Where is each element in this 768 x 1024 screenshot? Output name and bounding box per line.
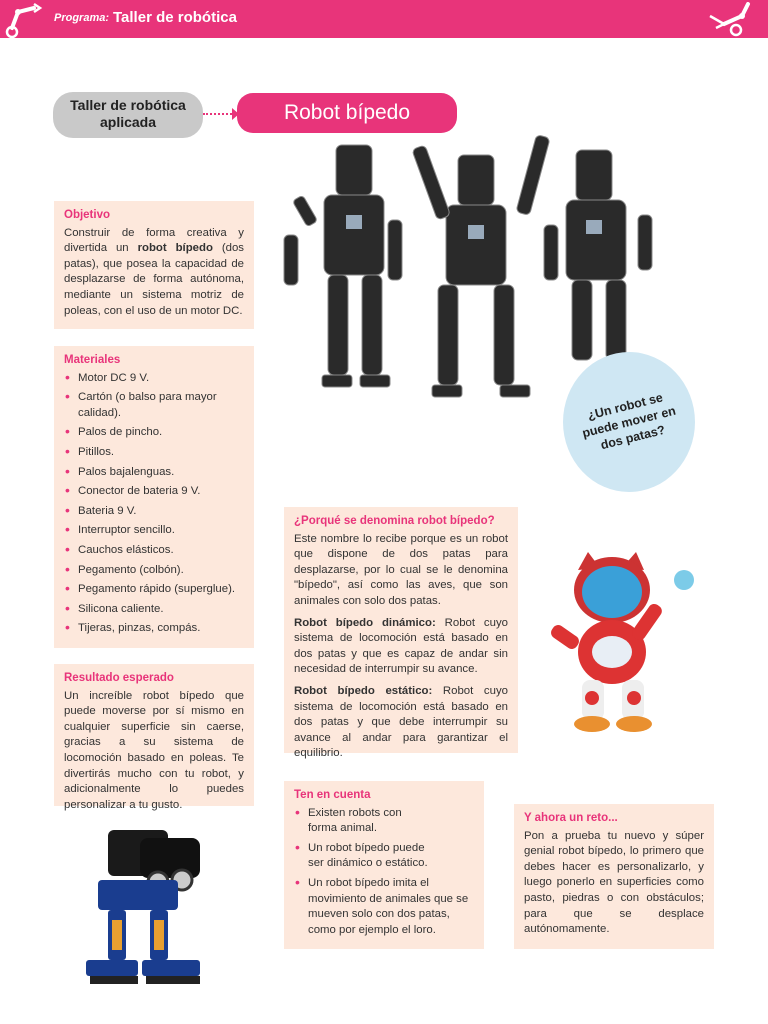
- list-item: • Un robot bípedo puede ser dinámico o estático.: [294, 841, 474, 872]
- question-bubble: ¿Un robot se puede mover en dos patas?: [563, 352, 695, 492]
- reto-text: Pon a prueba tu nuevo y súper genial robot bípedo, lo primero que debes hacer es personalizarlo, y luego ponerlo en superficies como pasto, piedras o con obstáculos; para que se desplace autónomamente.: [524, 829, 704, 936]
- list-item: • Tijeras, pinzas, compás.: [64, 621, 244, 637]
- list-item: • Pegamento rápido (superglue).: [64, 582, 244, 598]
- resultado-text: Un increíble robot bípedo que puede moverse por sí mismo en cualquier superficie sin caerse, gracias a su sistema de locomoción basado en poleas. Te divertirás mucho con tu robot, y adicionalmente lo puedes personalizar a tu gusto.: [64, 689, 244, 811]
- list-item: • Silicona caliente.: [64, 602, 244, 618]
- pill-connector: [203, 113, 235, 115]
- page-title: Robot bípedo: [237, 93, 457, 133]
- section-pill: Taller de robótica aplicada: [53, 92, 203, 138]
- list-item: • Palos de pincho.: [64, 425, 244, 441]
- program-title: Taller de robótica: [113, 9, 237, 26]
- list-item: • Conector de bateria 9 V.: [64, 484, 244, 500]
- porque-intro: Este nombre lo recibe porque es un robot que dispone de dos patas para desplazarse, por lo cual se le denomina "bípedo", así como las aves, que son animales con solo dos patas.: [294, 532, 508, 607]
- reto-heading: Y ahora un reto...: [524, 812, 618, 824]
- list-item: • Pitillos.: [64, 445, 244, 461]
- list-item: • Interruptor sencillo.: [64, 523, 244, 539]
- cat-robot-image: [540, 552, 710, 737]
- materiales-heading: Materiales: [64, 354, 121, 366]
- ten-en-cuenta-heading: Ten en cuenta: [294, 789, 371, 801]
- ten-en-cuenta-box: [284, 781, 484, 949]
- resultado-box: [54, 664, 254, 811]
- porque-heading: ¿Porqué se denomina robot bípedo?: [294, 515, 495, 527]
- objetivo-heading: Objetivo: [64, 209, 111, 221]
- ten-en-cuenta-list: [294, 806, 474, 939]
- kit-robot-image: [78, 820, 218, 1010]
- materiales-list: [64, 371, 244, 637]
- list-item: • Un robot bípedo imita el movimiento de animales que se mueven solo con dos patas, como por ejemplo el loro.: [294, 876, 474, 938]
- materiales-box: [54, 346, 254, 648]
- porque-box: [284, 507, 518, 760]
- porque-estatico: Robot bípedo estático: Robot cuyo sistema de locomoción está basado en dos patas y que debe interrumpir su avance al andar para garantizar el equilibrio.: [294, 684, 508, 760]
- program-label: Programa:: [54, 12, 110, 24]
- resultado-heading: Resultado esperado: [64, 672, 174, 684]
- list-item: • Pegamento (colbón).: [64, 563, 244, 579]
- header-bar: [0, 0, 768, 38]
- list-item: • Existen robots con forma animal.: [294, 806, 474, 837]
- reto-box: [514, 804, 714, 949]
- list-item: • Cauchos elásticos.: [64, 543, 244, 559]
- list-item: • Cartón (o balso para mayor calidad).: [64, 390, 244, 421]
- robot-arm-icon: [4, 2, 46, 38]
- robot-arm-icon: [698, 2, 758, 38]
- list-item: • Bateria 9 V.: [64, 504, 244, 520]
- list-item: • Motor DC 9 V.: [64, 371, 244, 387]
- objetivo-box: [54, 201, 254, 329]
- list-item: • Palos bajalenguas.: [64, 465, 244, 481]
- objetivo-text: Construir de forma creativa y divertida un robot bípedo (dos patas), que posea la capacidad de desplazarse de forma autónoma, mediante un sistema motriz de poleas, con el uso de un motor DC.: [64, 226, 244, 317]
- porque-dinamico: Robot bípedo dinámico: Robot cuyo sistema de locomoción está basado en dos patas y que es capaz de andar sin necesidad de interrumpir su avance.: [294, 616, 508, 676]
